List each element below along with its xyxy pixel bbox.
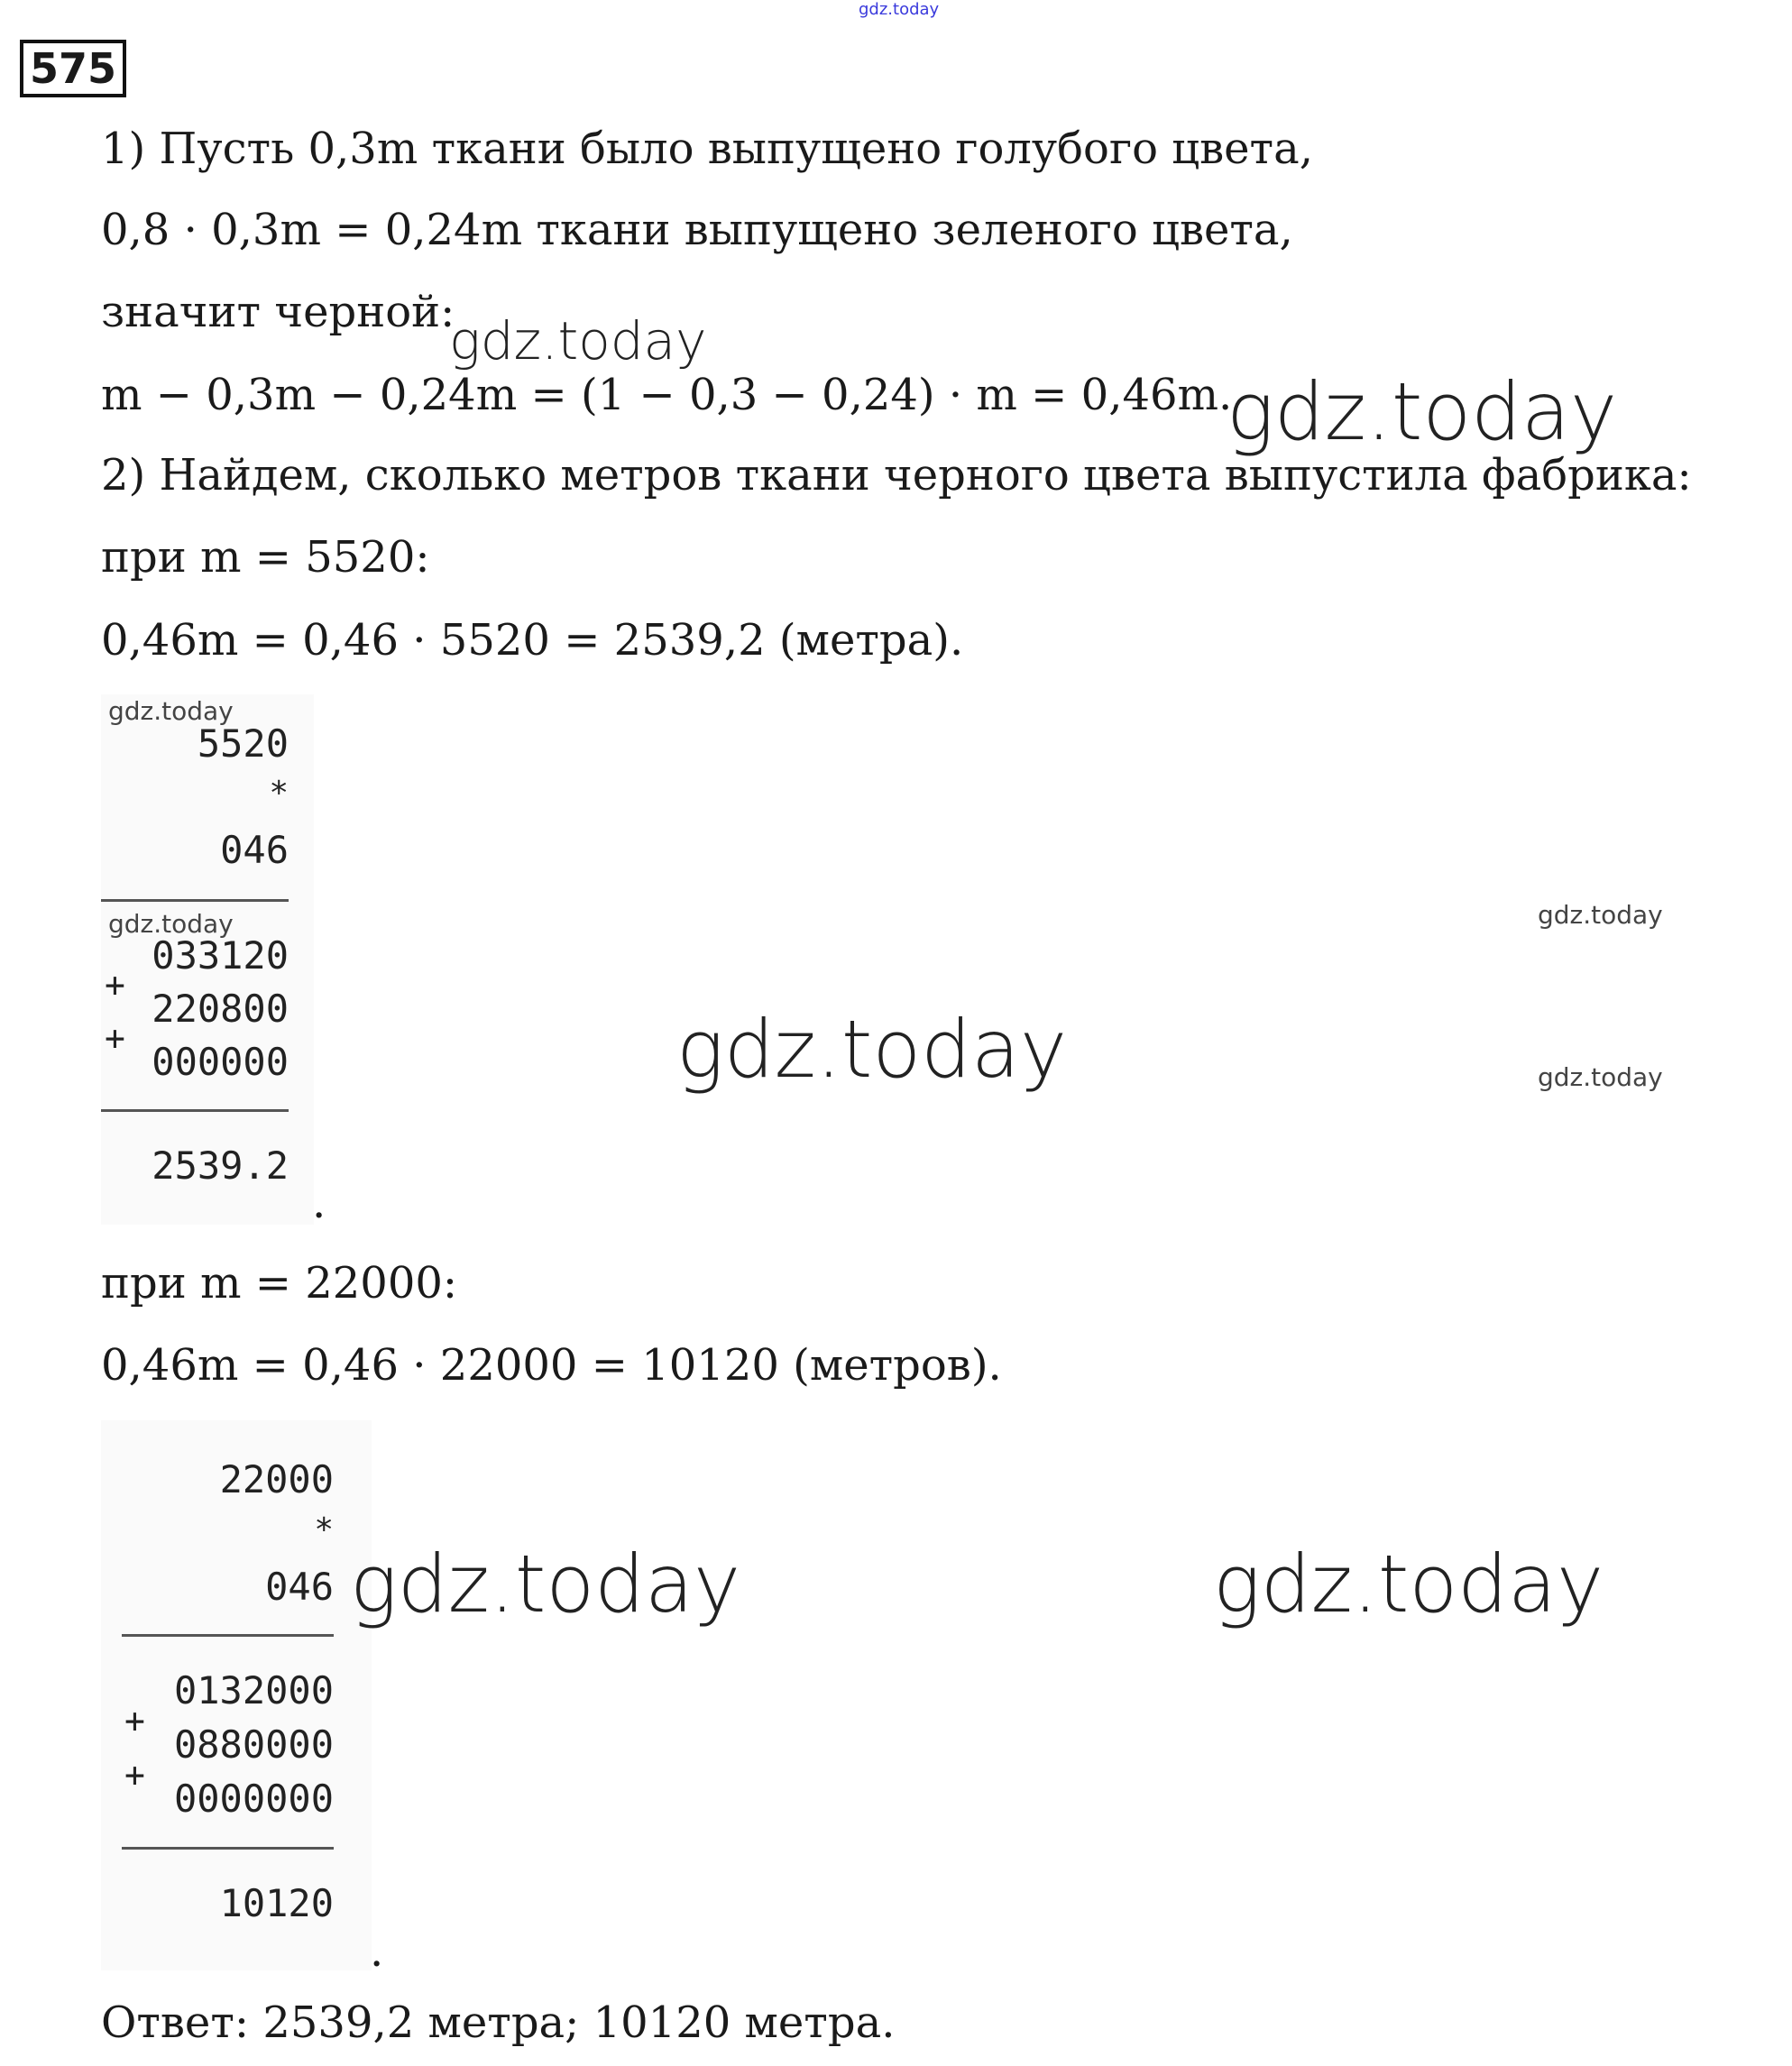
text-line-6: при m = 5520:: [101, 532, 430, 583]
calc1-multiplier: 046: [220, 828, 289, 872]
calc2-operator: *: [314, 1511, 334, 1548]
watermark-calc1-a: gdz.today: [108, 696, 234, 726]
calc1-rule-top: [101, 899, 289, 902]
text-line-9: 0,46m = 0,46 · 22000 = 10120 (метров).: [101, 1340, 1002, 1391]
calc2-multiplier: 046: [265, 1565, 334, 1609]
watermark-7: gdz.today: [1213, 1538, 1604, 1630]
text-line-5: 2) Найдем, сколько метров ткани черного цвета выпустила фабрика:: [101, 450, 1692, 500]
text-line-8: при m = 22000:: [101, 1258, 458, 1308]
calc2-partial-3: 0000000: [173, 1777, 334, 1821]
calc1-plus-1: +: [105, 965, 125, 1005]
calc2-plus-1: +: [124, 1701, 145, 1740]
text-line-7: 0,46m = 0,46 · 5520 = 2539,2 (метра).: [101, 615, 964, 666]
problem-number: 575: [20, 40, 126, 97]
calc1-plus-2: +: [105, 1018, 125, 1058]
calc2-plus-2: +: [124, 1755, 145, 1795]
watermark-calc1-b: gdz.today: [108, 909, 234, 939]
calc1-rule-bottom: [101, 1109, 289, 1112]
calc2-rule-bottom: [122, 1847, 334, 1850]
watermark-5: gdz.today: [1538, 1062, 1663, 1092]
calc1-partial-2: 220800: [152, 987, 289, 1031]
calc2-partial-1: 0132000: [173, 1668, 334, 1712]
text-line-1: 1) Пусть 0,3m ткани было выпущено голубого цвета,: [101, 124, 1313, 174]
watermark-2: gdz.today: [1227, 365, 1618, 458]
answer-line: Ответ: 2539,2 метра; 10120 метра.: [101, 1997, 896, 2048]
calc2-multiplicand: 22000: [219, 1457, 334, 1501]
calc1-end-dot: .: [312, 1178, 326, 1228]
calc1-result: 2539.2: [152, 1143, 289, 1188]
calc2-end-dot: .: [370, 1926, 384, 1977]
watermark-top: gdz.today: [859, 0, 940, 19]
calc2-result: 10120: [219, 1881, 334, 1925]
text-line-4: m − 0,3m − 0,24m = (1 − 0,3 − 0,24) · m = 0,46m.: [101, 370, 1233, 420]
watermark-3: gdz.today: [1538, 900, 1663, 930]
calc2-partial-2: 0880000: [173, 1722, 334, 1767]
watermark-1: gdz.today: [449, 310, 707, 372]
calc1-partial-1: 033120: [152, 933, 289, 978]
watermark-6: gdz.today: [350, 1538, 741, 1630]
calc2-rule-top: [122, 1634, 334, 1637]
calc1-multiplicand: 5520: [197, 721, 289, 766]
text-line-3: значит черной:: [101, 287, 455, 337]
calc1-operator: *: [269, 775, 289, 812]
calc1-partial-3: 000000: [152, 1040, 289, 1084]
watermark-4: gdz.today: [676, 1003, 1068, 1096]
text-line-2: 0,8 · 0,3m = 0,24m ткани выпущено зеленого цвета,: [101, 205, 1293, 255]
